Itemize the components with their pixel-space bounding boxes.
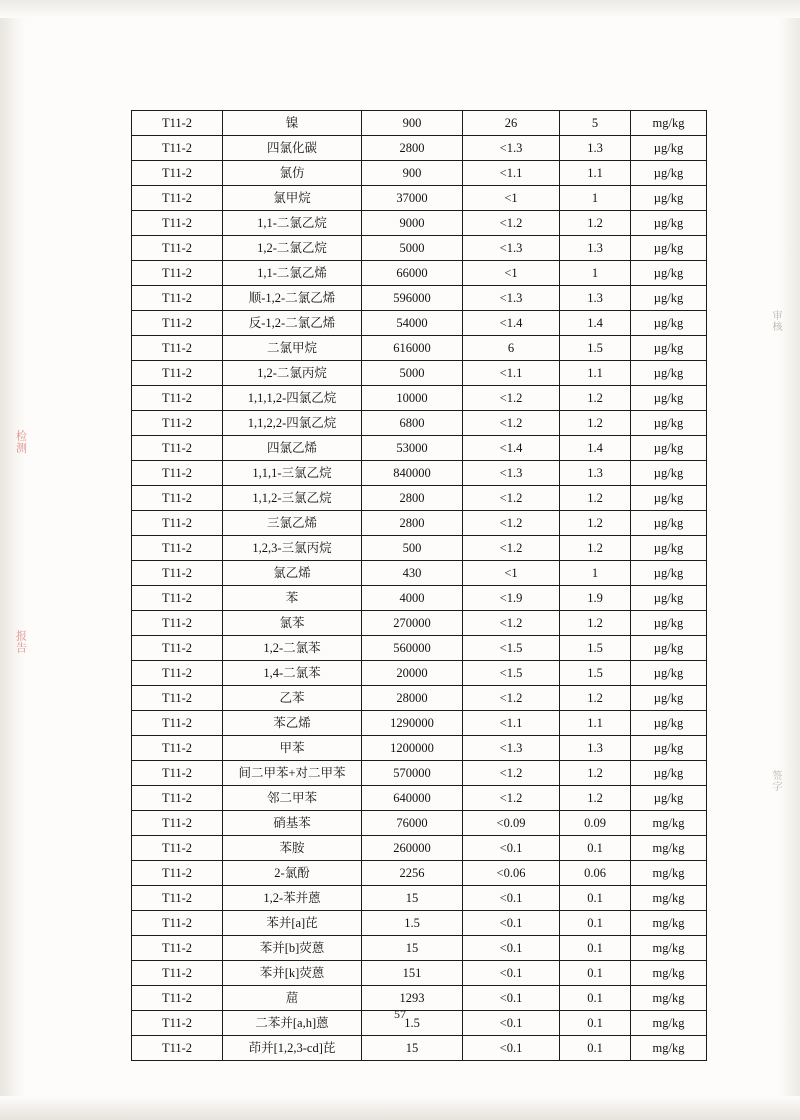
cell-unit: µg/kg (631, 736, 707, 761)
cell-value: 1200000 (362, 736, 463, 761)
cell-limit: <0.1 (463, 1036, 560, 1061)
cell-sample-code: T11-2 (132, 586, 223, 611)
cell-sample-code: T11-2 (132, 861, 223, 886)
cell-sample-code: T11-2 (132, 336, 223, 361)
cell-detection-limit: 1.2 (560, 486, 631, 511)
cell-analyte: 二氯甲烷 (223, 336, 362, 361)
cell-value: 270000 (362, 611, 463, 636)
cell-detection-limit: 0.1 (560, 911, 631, 936)
cell-detection-limit: 1.1 (560, 161, 631, 186)
cell-detection-limit: 1.3 (560, 736, 631, 761)
table-row (132, 161, 707, 186)
cell-unit: µg/kg (631, 536, 707, 561)
cell-limit: <0.1 (463, 836, 560, 861)
cell-unit: mg/kg (631, 961, 707, 986)
cell-value: 1.5 (362, 911, 463, 936)
cell-analyte: 二苯并[a,h]蒽 (223, 1011, 362, 1036)
cell-analyte: 1,2-二氯丙烷 (223, 361, 362, 386)
cell-unit: µg/kg (631, 411, 707, 436)
cell-sample-code: T11-2 (132, 211, 223, 236)
cell-detection-limit: 1.5 (560, 661, 631, 686)
cell-unit: µg/kg (631, 261, 707, 286)
margin-note-red-2: 报告 (14, 630, 27, 654)
table-row (132, 761, 707, 786)
cell-value: 15 (362, 1036, 463, 1061)
cell-limit: <1.4 (463, 436, 560, 461)
cell-unit: µg/kg (631, 336, 707, 361)
page-edge-right (778, 0, 800, 1120)
cell-unit: mg/kg (631, 111, 707, 136)
cell-detection-limit: 1.2 (560, 211, 631, 236)
cell-detection-limit: 5 (560, 111, 631, 136)
table-row (132, 486, 707, 511)
cell-value: 2800 (362, 486, 463, 511)
table-row (132, 711, 707, 736)
cell-unit: µg/kg (631, 711, 707, 736)
cell-limit: <1.2 (463, 386, 560, 411)
cell-limit: 6 (463, 336, 560, 361)
cell-value: 10000 (362, 386, 463, 411)
cell-analyte: 硝基苯 (223, 811, 362, 836)
cell-unit: µg/kg (631, 186, 707, 211)
table-row (132, 211, 707, 236)
cell-analyte: 邻二甲苯 (223, 786, 362, 811)
cell-value: 596000 (362, 286, 463, 311)
cell-value: 260000 (362, 836, 463, 861)
cell-unit: µg/kg (631, 386, 707, 411)
cell-detection-limit: 0.1 (560, 886, 631, 911)
cell-analyte: 1,2-二氯苯 (223, 636, 362, 661)
cell-unit: µg/kg (631, 511, 707, 536)
cell-unit: µg/kg (631, 286, 707, 311)
results-table (131, 110, 707, 1061)
cell-sample-code: T11-2 (132, 636, 223, 661)
cell-limit: <1.3 (463, 286, 560, 311)
cell-detection-limit: 0.1 (560, 986, 631, 1011)
cell-detection-limit: 1.3 (560, 286, 631, 311)
cell-limit: <1.1 (463, 361, 560, 386)
cell-unit: µg/kg (631, 761, 707, 786)
cell-analyte: 氯乙烯 (223, 561, 362, 586)
cell-value: 900 (362, 161, 463, 186)
cell-analyte: 䓛 (223, 986, 362, 1011)
cell-analyte: 1,4-二氯苯 (223, 661, 362, 686)
cell-limit: <1.1 (463, 161, 560, 186)
cell-unit: µg/kg (631, 436, 707, 461)
cell-value: 28000 (362, 686, 463, 711)
cell-detection-limit: 0.09 (560, 811, 631, 836)
cell-detection-limit: 1.2 (560, 786, 631, 811)
cell-analyte: 1,1-二氯乙烯 (223, 261, 362, 286)
cell-sample-code: T11-2 (132, 661, 223, 686)
table-row (132, 736, 707, 761)
cell-sample-code: T11-2 (132, 836, 223, 861)
cell-limit: <1.3 (463, 236, 560, 261)
cell-analyte: 苯并[k]荧蒽 (223, 961, 362, 986)
cell-value: 4000 (362, 586, 463, 611)
cell-analyte: 1,2-二氯乙烷 (223, 236, 362, 261)
cell-sample-code: T11-2 (132, 411, 223, 436)
cell-analyte: 苯并[b]荧蒽 (223, 936, 362, 961)
cell-detection-limit: 1.2 (560, 511, 631, 536)
cell-value: 151 (362, 961, 463, 986)
cell-detection-limit: 1.2 (560, 761, 631, 786)
table-row (132, 1036, 707, 1061)
cell-unit: µg/kg (631, 611, 707, 636)
page-edge-left (0, 0, 26, 1120)
cell-sample-code: T11-2 (132, 961, 223, 986)
cell-limit: <0.1 (463, 986, 560, 1011)
cell-analyte: 氯苯 (223, 611, 362, 636)
cell-detection-limit: 1.5 (560, 636, 631, 661)
cell-unit: mg/kg (631, 1011, 707, 1036)
cell-value: 2256 (362, 861, 463, 886)
table-row (132, 886, 707, 911)
table-row (132, 436, 707, 461)
cell-sample-code: T11-2 (132, 286, 223, 311)
cell-unit: mg/kg (631, 986, 707, 1011)
cell-analyte: 甲苯 (223, 736, 362, 761)
table-row (132, 261, 707, 286)
cell-value: 15 (362, 886, 463, 911)
table-row (132, 386, 707, 411)
cell-value: 2800 (362, 511, 463, 536)
cell-value: 616000 (362, 336, 463, 361)
cell-limit: <1.3 (463, 736, 560, 761)
margin-note-gray-2: 签字 (770, 770, 781, 792)
table-row (132, 186, 707, 211)
table-row (132, 561, 707, 586)
cell-sample-code: T11-2 (132, 486, 223, 511)
cell-analyte: 1,2-苯并蒽 (223, 886, 362, 911)
cell-detection-limit: 1.4 (560, 436, 631, 461)
cell-value: 66000 (362, 261, 463, 286)
cell-unit: mg/kg (631, 811, 707, 836)
cell-analyte: 1,1,1,2-四氯乙烷 (223, 386, 362, 411)
cell-limit: <1.3 (463, 461, 560, 486)
table-row (132, 111, 707, 136)
cell-limit: 26 (463, 111, 560, 136)
cell-unit: µg/kg (631, 586, 707, 611)
cell-unit: mg/kg (631, 911, 707, 936)
cell-limit: <1.2 (463, 486, 560, 511)
cell-limit: <1.9 (463, 586, 560, 611)
cell-sample-code: T11-2 (132, 261, 223, 286)
cell-value: 76000 (362, 811, 463, 836)
cell-limit: <0.1 (463, 936, 560, 961)
cell-sample-code: T11-2 (132, 686, 223, 711)
page-edge-top (0, 0, 800, 18)
table-row (132, 836, 707, 861)
cell-unit: µg/kg (631, 161, 707, 186)
cell-limit: <1.2 (463, 761, 560, 786)
cell-unit: µg/kg (631, 136, 707, 161)
table-row (132, 311, 707, 336)
cell-value: 6800 (362, 411, 463, 436)
cell-limit: <1.5 (463, 636, 560, 661)
cell-unit: mg/kg (631, 836, 707, 861)
cell-unit: µg/kg (631, 686, 707, 711)
cell-sample-code: T11-2 (132, 311, 223, 336)
cell-analyte: 四氯化碳 (223, 136, 362, 161)
cell-detection-limit: 1 (560, 561, 631, 586)
table-row (132, 611, 707, 636)
cell-detection-limit: 1.2 (560, 386, 631, 411)
cell-sample-code: T11-2 (132, 711, 223, 736)
table-row (132, 586, 707, 611)
cell-value: 2800 (362, 136, 463, 161)
cell-analyte: 氯甲烷 (223, 186, 362, 211)
cell-sample-code: T11-2 (132, 761, 223, 786)
cell-limit: <1 (463, 561, 560, 586)
cell-analyte: 乙苯 (223, 686, 362, 711)
cell-sample-code: T11-2 (132, 361, 223, 386)
cell-detection-limit: 0.1 (560, 936, 631, 961)
cell-analyte: 苯乙烯 (223, 711, 362, 736)
table-row (132, 536, 707, 561)
cell-value: 640000 (362, 786, 463, 811)
cell-detection-limit: 1.1 (560, 361, 631, 386)
cell-sample-code: T11-2 (132, 511, 223, 536)
cell-limit: <1.2 (463, 411, 560, 436)
cell-sample-code: T11-2 (132, 136, 223, 161)
cell-detection-limit: 1.1 (560, 711, 631, 736)
cell-unit: µg/kg (631, 561, 707, 586)
cell-sample-code: T11-2 (132, 436, 223, 461)
cell-detection-limit: 1.3 (560, 236, 631, 261)
cell-detection-limit: 1.9 (560, 586, 631, 611)
cell-detection-limit: 1 (560, 186, 631, 211)
cell-analyte: 反-1,2-二氯乙烯 (223, 311, 362, 336)
table-row (132, 786, 707, 811)
cell-sample-code: T11-2 (132, 986, 223, 1011)
cell-unit: µg/kg (631, 236, 707, 261)
cell-sample-code: T11-2 (132, 186, 223, 211)
cell-detection-limit: 0.1 (560, 836, 631, 861)
cell-unit: µg/kg (631, 661, 707, 686)
cell-value: 9000 (362, 211, 463, 236)
cell-analyte: 苯胺 (223, 836, 362, 861)
cell-sample-code: T11-2 (132, 811, 223, 836)
cell-limit: <1 (463, 261, 560, 286)
page-edge-bottom (0, 1096, 800, 1120)
cell-sample-code: T11-2 (132, 236, 223, 261)
table-row (132, 136, 707, 161)
cell-value: 1293 (362, 986, 463, 1011)
cell-sample-code: T11-2 (132, 886, 223, 911)
cell-detection-limit: 1.4 (560, 311, 631, 336)
cell-analyte: 1,1,1-三氯乙烷 (223, 461, 362, 486)
cell-detection-limit: 1.3 (560, 461, 631, 486)
cell-unit: µg/kg (631, 311, 707, 336)
cell-limit: <1.4 (463, 311, 560, 336)
cell-limit: <1.2 (463, 511, 560, 536)
cell-value: 5000 (362, 361, 463, 386)
cell-value: 570000 (362, 761, 463, 786)
cell-detection-limit: 0.1 (560, 961, 631, 986)
table-row (132, 461, 707, 486)
cell-unit: mg/kg (631, 936, 707, 961)
cell-unit: mg/kg (631, 861, 707, 886)
table-row (132, 361, 707, 386)
cell-limit: <1.3 (463, 136, 560, 161)
cell-detection-limit: 1.2 (560, 686, 631, 711)
cell-unit: µg/kg (631, 361, 707, 386)
cell-sample-code: T11-2 (132, 1011, 223, 1036)
cell-sample-code: T11-2 (132, 611, 223, 636)
cell-analyte: 1,1,2,2-四氯乙烷 (223, 411, 362, 436)
table-row (132, 911, 707, 936)
cell-detection-limit: 1.3 (560, 136, 631, 161)
cell-sample-code: T11-2 (132, 111, 223, 136)
cell-detection-limit: 1.2 (560, 536, 631, 561)
cell-analyte: 苯 (223, 586, 362, 611)
cell-sample-code: T11-2 (132, 786, 223, 811)
page-number: 57 (394, 1007, 406, 1021)
cell-value: 1.5 (362, 1011, 463, 1036)
cell-analyte: 间二甲苯+对二甲苯 (223, 761, 362, 786)
cell-value: 500 (362, 536, 463, 561)
cell-analyte: 苯并[a]芘 (223, 911, 362, 936)
cell-analyte: 氯仿 (223, 161, 362, 186)
table-row (132, 961, 707, 986)
cell-sample-code: T11-2 (132, 461, 223, 486)
table-row (132, 236, 707, 261)
cell-value: 20000 (362, 661, 463, 686)
cell-detection-limit: 0.1 (560, 1011, 631, 1036)
cell-limit: <0.06 (463, 861, 560, 886)
cell-detection-limit: 1.2 (560, 611, 631, 636)
cell-limit: <1.2 (463, 786, 560, 811)
results-table-container (131, 110, 685, 1061)
cell-limit: <1.2 (463, 686, 560, 711)
table-row (132, 411, 707, 436)
cell-analyte: 顺-1,2-二氯乙烯 (223, 286, 362, 311)
table-row (132, 861, 707, 886)
cell-limit: <0.1 (463, 1011, 560, 1036)
cell-value: 37000 (362, 186, 463, 211)
cell-limit: <1.2 (463, 211, 560, 236)
cell-unit: µg/kg (631, 211, 707, 236)
cell-detection-limit: 1.2 (560, 411, 631, 436)
cell-limit: <0.1 (463, 961, 560, 986)
cell-sample-code: T11-2 (132, 161, 223, 186)
cell-sample-code: T11-2 (132, 736, 223, 761)
cell-detection-limit: 0.06 (560, 861, 631, 886)
table-row (132, 511, 707, 536)
cell-detection-limit: 1.5 (560, 336, 631, 361)
cell-limit: <1.5 (463, 661, 560, 686)
cell-value: 430 (362, 561, 463, 586)
cell-analyte: 四氯乙烯 (223, 436, 362, 461)
cell-unit: µg/kg (631, 636, 707, 661)
cell-sample-code: T11-2 (132, 911, 223, 936)
cell-limit: <1.1 (463, 711, 560, 736)
cell-value: 900 (362, 111, 463, 136)
cell-limit: <0.1 (463, 911, 560, 936)
cell-value: 15 (362, 936, 463, 961)
table-row (132, 936, 707, 961)
cell-value: 5000 (362, 236, 463, 261)
cell-analyte: 1,2,3-三氯丙烷 (223, 536, 362, 561)
cell-unit: µg/kg (631, 786, 707, 811)
cell-unit: mg/kg (631, 1036, 707, 1061)
cell-sample-code: T11-2 (132, 386, 223, 411)
cell-analyte: 茚并[1,2,3-cd]芘 (223, 1036, 362, 1061)
margin-note-red-1: 检测 (14, 430, 27, 454)
cell-value: 53000 (362, 436, 463, 461)
cell-analyte: 1,1,2-三氯乙烷 (223, 486, 362, 511)
cell-unit: µg/kg (631, 486, 707, 511)
table-row (132, 811, 707, 836)
table-row (132, 686, 707, 711)
cell-limit: <0.09 (463, 811, 560, 836)
cell-sample-code: T11-2 (132, 536, 223, 561)
cell-sample-code: T11-2 (132, 936, 223, 961)
cell-value: 840000 (362, 461, 463, 486)
cell-detection-limit: 1 (560, 261, 631, 286)
cell-sample-code: T11-2 (132, 561, 223, 586)
table-row (132, 286, 707, 311)
cell-sample-code: T11-2 (132, 1036, 223, 1061)
cell-analyte: 1,1-二氯乙烷 (223, 211, 362, 236)
cell-value: 560000 (362, 636, 463, 661)
cell-analyte: 镍 (223, 111, 362, 136)
cell-unit: µg/kg (631, 461, 707, 486)
cell-limit: <0.1 (463, 886, 560, 911)
cell-value: 1290000 (362, 711, 463, 736)
cell-value: 54000 (362, 311, 463, 336)
margin-note-gray-1: 审核 (770, 310, 781, 332)
cell-limit: <1 (463, 186, 560, 211)
cell-limit: <1.2 (463, 536, 560, 561)
table-row (132, 636, 707, 661)
cell-limit: <1.2 (463, 611, 560, 636)
cell-detection-limit: 0.1 (560, 1036, 631, 1061)
cell-analyte: 三氯乙烯 (223, 511, 362, 536)
cell-unit: mg/kg (631, 886, 707, 911)
table-row (132, 661, 707, 686)
cell-analyte: 2-氯酚 (223, 861, 362, 886)
table-row (132, 336, 707, 361)
